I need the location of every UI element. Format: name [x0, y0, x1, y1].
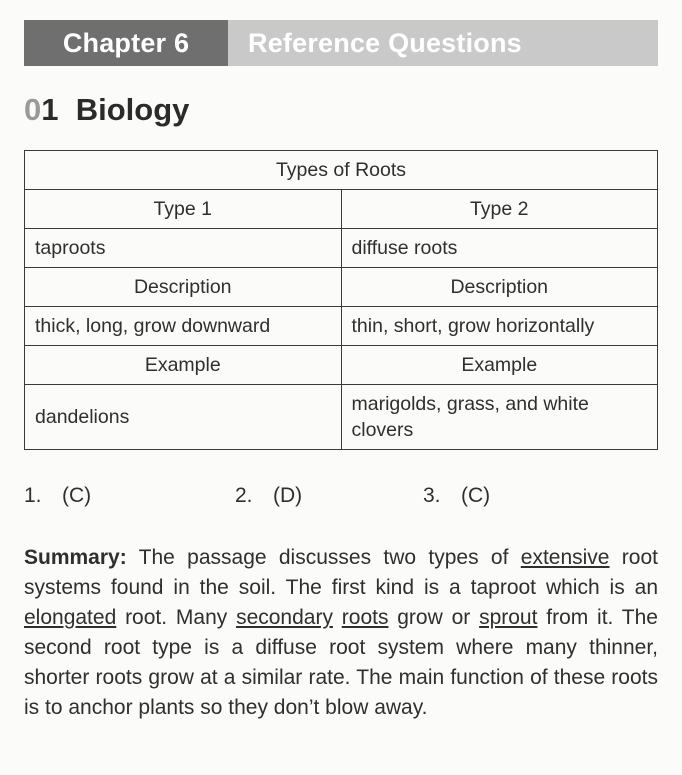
answer-choice: (D) — [273, 484, 303, 507]
section-label: Reference Questions — [228, 20, 658, 66]
answer-2 — [235, 484, 302, 508]
table-row — [25, 346, 658, 385]
table-row — [25, 307, 658, 346]
underlined-word: secondary — [236, 606, 333, 629]
answer-number: 1. — [24, 484, 42, 507]
description-label-2: Description — [341, 268, 658, 307]
summary-text — [333, 606, 342, 629]
summary-text: root. Many — [116, 606, 237, 629]
type-2-description: thin, short, grow horizontally — [341, 307, 658, 346]
example-label-2: Example — [341, 346, 658, 385]
underlined-word: sprout — [479, 606, 538, 629]
column-header-type-2: Type 2 — [341, 190, 658, 229]
table-row — [25, 385, 658, 450]
chapter-label: Chapter 6 — [24, 20, 228, 66]
section-number-rest: 1 — [41, 92, 59, 127]
answer-number: 2. — [235, 484, 253, 507]
answer-3 — [423, 484, 490, 508]
summary-text: grow or — [388, 606, 480, 629]
chapter-header — [24, 20, 658, 66]
column-header-type-1: Type 1 — [25, 190, 342, 229]
summary-text: root systems found in the soil. The first kind is a taproot which is an — [24, 546, 658, 599]
type-1-name: taproots — [25, 229, 342, 268]
type-1-example: dandelions — [25, 385, 342, 450]
type-2-name: diffuse roots — [341, 229, 658, 268]
type-2-example: marigolds, grass, and white clovers — [341, 385, 658, 450]
section-title: Biology — [75, 92, 190, 127]
table-row — [25, 268, 658, 307]
underlined-word: extensive — [520, 546, 610, 569]
types-of-roots-table — [24, 150, 658, 450]
answer-choice: (C) — [62, 484, 92, 507]
answer-key — [24, 484, 658, 514]
summary-text: The passage discusses two types of — [126, 546, 521, 569]
section-number-lead: 0 — [24, 92, 42, 127]
type-1-description: thick, long, grow downward — [25, 307, 342, 346]
summary-text: from it. The second root type is a diffuse root system where many thinner, shorter roots grow at a similar rate. The main function of these roots is to anchor plants so they don’t blow away. — [24, 606, 658, 719]
answer-1 — [24, 484, 91, 508]
table-row — [25, 190, 658, 229]
table-row — [25, 229, 658, 268]
answer-choice: (C) — [461, 484, 491, 507]
underlined-word: elongated — [24, 606, 117, 629]
underlined-word: roots — [341, 606, 389, 629]
table-title: Types of Roots — [25, 151, 658, 190]
summary-paragraph — [24, 543, 658, 723]
section-heading — [24, 92, 189, 128]
answer-number: 3. — [423, 484, 441, 507]
summary-label: Summary: — [24, 546, 127, 569]
description-label-1: Description — [25, 268, 342, 307]
table-title-row — [25, 151, 658, 190]
example-label-1: Example — [25, 346, 342, 385]
